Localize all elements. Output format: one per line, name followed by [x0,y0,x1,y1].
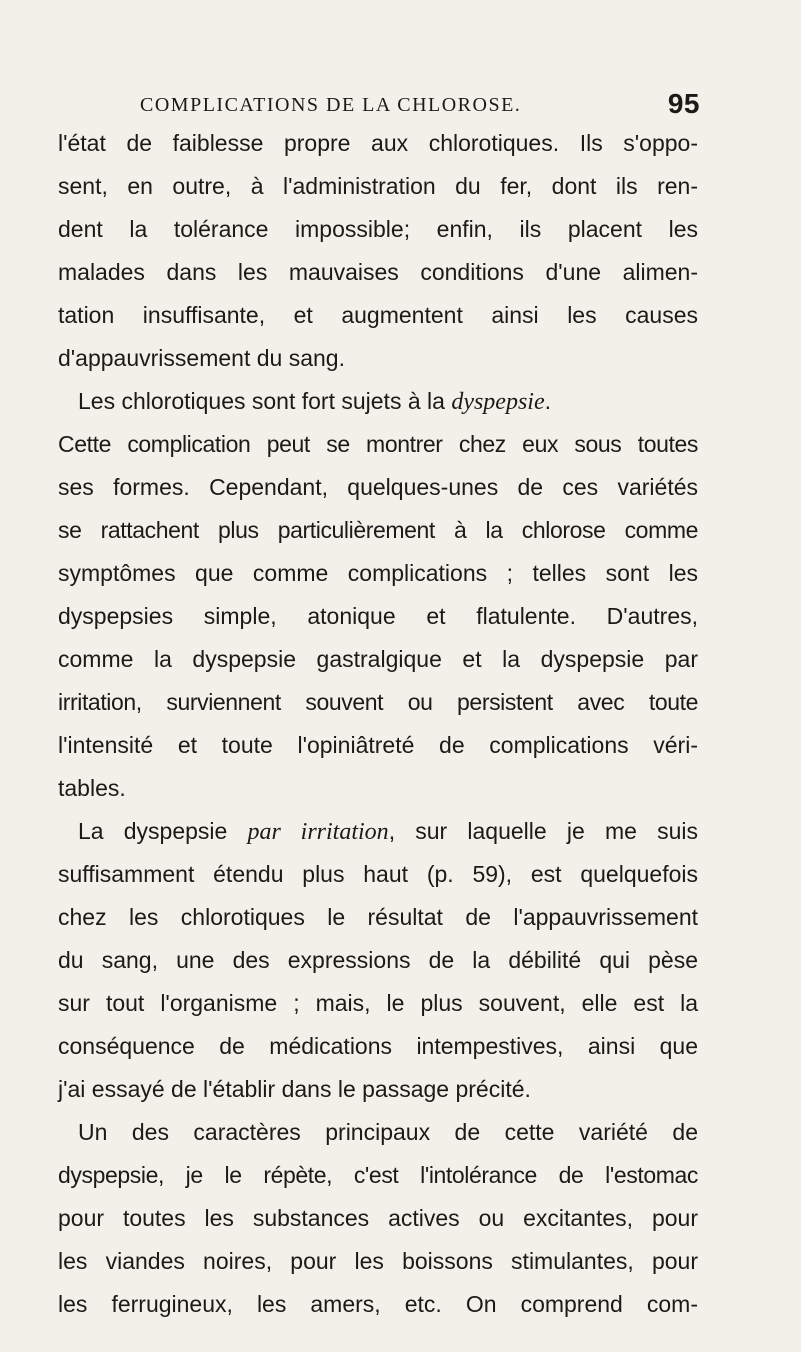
page-number: 95 [667,88,700,119]
text-line: chez les chlorotiques le résultat de l'appauvrissement [58,904,698,930]
text-line: d'appauvrissement du sang. [58,345,345,371]
text-line: Un des caractères principaux de cette variété de [78,1119,698,1145]
text-line: ses formes. Cependant, quelques-unes de ces variétés [58,474,698,500]
text-line: dyspepsies simple, atonique et flatulente. D'autres, [58,603,698,629]
text-line: tables. [58,775,126,801]
text-run: Les chlorotiques sont fort sujets à la [78,388,452,414]
text-line: l'état de faiblesse propre aux chlorotiques. Ils s'oppo- [58,130,698,156]
text-line: Cette complication peut se montrer chez eux sous toutes [58,431,698,457]
text-line: malades dans les mauvaises conditions d'une alimen- [58,259,698,285]
running-title: COMPLICATIONS DE LA CHLOROSE. [140,94,522,116]
italic-term: par irritation [247,819,389,845]
text-line: comme la dyspepsie gastralgique et la dyspepsie par [58,646,698,672]
text-line: les viandes noires, pour les boissons stimulantes, pour [58,1248,698,1274]
text-line: symptômes que comme complications ; telles sont les [58,560,698,586]
text-line: se rattachent plus particulièrement à la chlorose comme [58,517,698,543]
text-run: . [544,388,552,414]
text-line: sur tout l'organisme ; mais, le plus souvent, elle est la [58,990,698,1016]
body-text [58,122,698,1326]
text-line: j'ai essayé de l'établir dans le passage précité. [58,1076,531,1102]
text-line: l'intensité et toute l'opiniâtreté de complications véri- [58,732,698,758]
text-line: du sang, une des expressions de la débilité qui pèse [58,947,698,973]
text-line: conséquence de médications intempestives, ainsi que [58,1033,698,1059]
text-line [58,380,698,423]
text-run: La dyspepsie [78,818,248,844]
text-line: tation insuffisante, et augmentent ainsi les causes [58,302,698,328]
italic-term: dyspepsie [451,389,545,415]
text-line [58,810,698,853]
text-line: les ferrugineux, les amers, etc. On comprend com- [58,1291,698,1317]
text-line: dyspepsie, je le répète, c'est l'intolérance de l'estomac [58,1162,698,1188]
text-line: dent la tolérance impossible; enfin, ils placent les [58,216,698,242]
text-line: suffisamment étendu plus haut (p. 59), est quelquefois [58,861,698,887]
text-run: , sur laquelle je me suis [388,818,698,844]
text-line: sent, en outre, à l'administration du fer, dont ils ren- [58,173,698,199]
text-line: pour toutes les substances actives ou excitantes, pour [58,1205,698,1231]
text-line: irritation, surviennent souvent ou persistent avec toute [58,689,698,715]
